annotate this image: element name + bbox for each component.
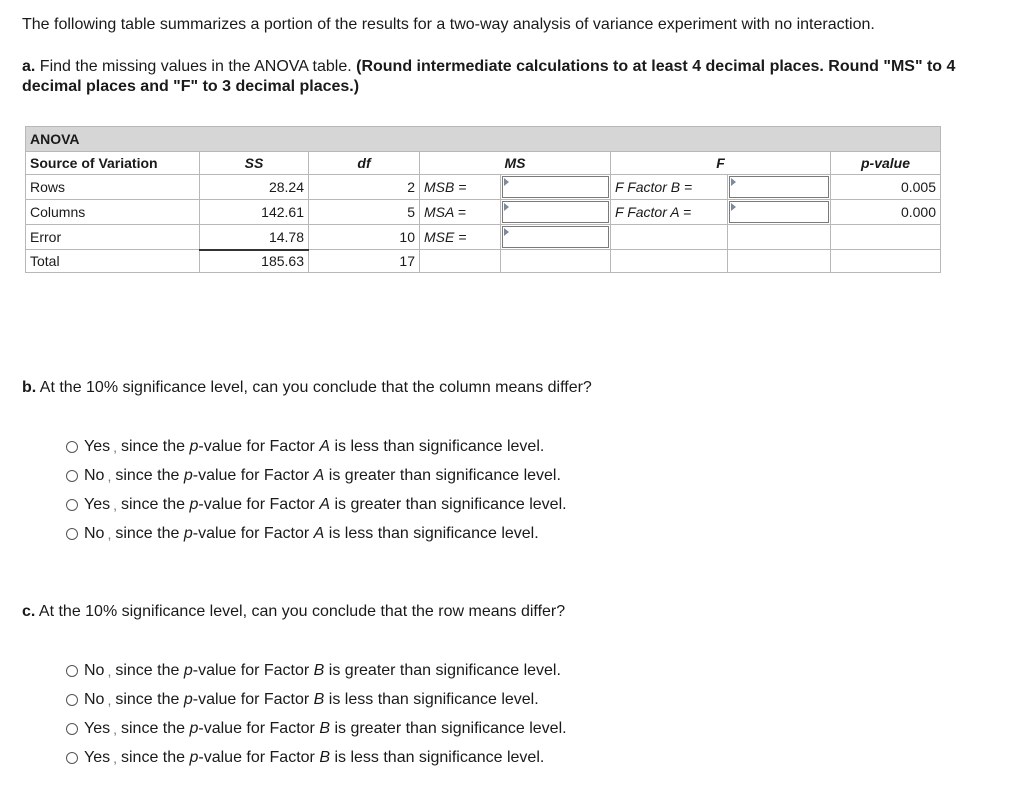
radio-button[interactable] (66, 723, 78, 735)
part-c-options (66, 656, 567, 772)
msb-label: MSB = (420, 175, 501, 200)
row-ss: 185.63 (200, 250, 309, 273)
part-c-label: c. (22, 603, 36, 620)
radio-button[interactable] (66, 752, 78, 764)
msa-input[interactable] (502, 201, 609, 223)
table-row (26, 200, 941, 225)
part-a-label: a. (22, 58, 36, 75)
f-factor-a-input[interactable] (729, 201, 829, 223)
row-df: 2 (309, 175, 420, 200)
row-ss: 28.24 (200, 175, 309, 200)
part-c-option-3[interactable]: Yes , since the p -value for Factor B is greater than significance level. (66, 714, 567, 743)
part-b-prompt (22, 379, 592, 397)
part-b-option-1[interactable]: Yes , since the p -value for Factor A is less than significance level. (66, 432, 567, 461)
header-source: Source of Variation (26, 152, 200, 175)
header-ss: SS (200, 152, 309, 175)
table-row (26, 175, 941, 200)
anova-table (25, 126, 941, 273)
row-source: Total (26, 250, 200, 273)
intro-text: The following table summarizes a portion of the results for a two-way analysis of variance experiment with no interaction. (22, 16, 875, 33)
part-b-options (66, 432, 567, 548)
f-factor-b-label: F Factor B = (611, 175, 728, 200)
msa-label: MSA = (420, 200, 501, 225)
f-factor-a-label: F Factor A = (611, 200, 728, 225)
part-c-prompt (22, 603, 565, 621)
header-ms: MS (420, 152, 611, 175)
part-c-option-1[interactable]: No , since the p -value for Factor B is greater than significance level. (66, 656, 567, 685)
part-c-option-2[interactable]: No , since the p -value for Factor B is less than significance level. (66, 685, 567, 714)
part-c-option-4[interactable]: Yes , since the p -value for Factor B is less than significance level. (66, 743, 567, 772)
header-f: F (611, 152, 831, 175)
header-p-value: p-value (831, 152, 941, 175)
row-df: 17 (309, 250, 420, 273)
row-source: Rows (26, 175, 200, 200)
mse-label: MSE = (420, 225, 501, 250)
row-df: 10 (309, 225, 420, 250)
f-factor-b-input[interactable] (729, 176, 829, 198)
radio-button[interactable] (66, 665, 78, 677)
table-row (26, 225, 941, 250)
anova-title: ANOVA (26, 127, 941, 152)
table-row (26, 250, 941, 273)
row-source: Columns (26, 200, 200, 225)
part-b-option-2[interactable]: No , since the p -value for Factor A is greater than significance level. (66, 461, 567, 490)
row-ss: 14.78 (200, 225, 309, 250)
part-b-label: b. (22, 379, 37, 396)
radio-button[interactable] (66, 528, 78, 540)
radio-button[interactable] (66, 441, 78, 453)
part-b-option-3[interactable]: Yes , since the p -value for Factor A is greater than significance level. (66, 490, 567, 519)
row-source: Error (26, 225, 200, 250)
row-p-value: 0.000 (831, 200, 941, 225)
msb-input[interactable] (502, 176, 609, 198)
part-a-prompt (22, 57, 1017, 97)
radio-button[interactable] (66, 499, 78, 511)
mse-input[interactable] (502, 226, 609, 248)
part-a-text: Find the missing values in the ANOVA table. (39, 58, 352, 75)
row-ss: 142.61 (200, 200, 309, 225)
radio-button[interactable] (66, 694, 78, 706)
radio-button[interactable] (66, 470, 78, 482)
part-b-option-4[interactable]: No , since the p -value for Factor A is less than significance level. (66, 519, 567, 548)
header-df: df (309, 152, 420, 175)
part-a-instruction: (Round intermediate calculations to at least 4 decimal places. Round "MS" to 4 decimal places and "F" to 3 decimal places.) (22, 58, 956, 95)
row-df: 5 (309, 200, 420, 225)
part-b-question: At the 10% significance level, can you conclude that the column means differ? (39, 379, 592, 396)
part-c-question: At the 10% significance level, can you conclude that the row means differ? (38, 603, 566, 620)
row-p-value: 0.005 (831, 175, 941, 200)
